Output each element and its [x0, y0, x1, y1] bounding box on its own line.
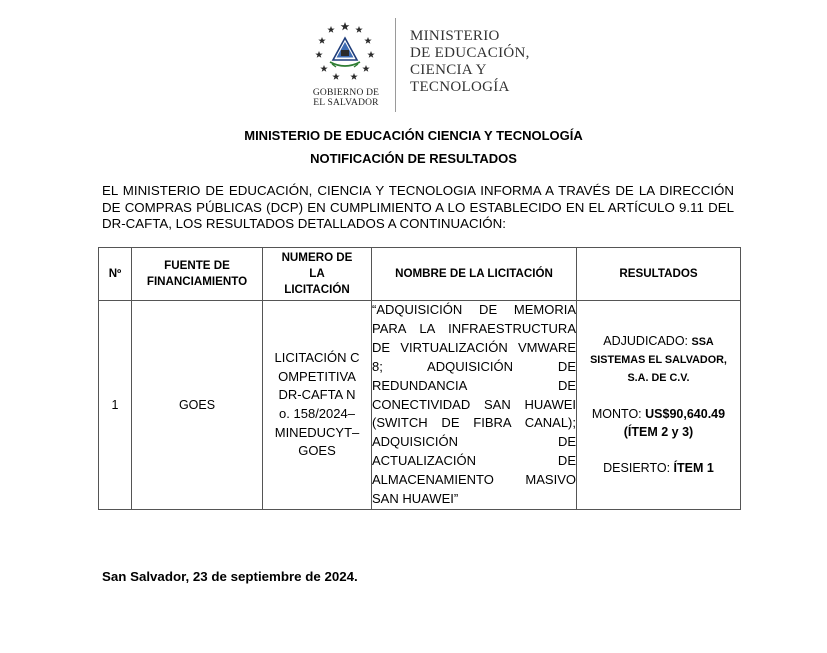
ministry-line: CIENCIA Y — [410, 62, 487, 78]
amount-label: MONTO: — [591, 407, 642, 422]
gov-line-2: EL SALVADOR — [313, 98, 379, 108]
awarded-company-line: SSA — [691, 336, 714, 349]
header-funding-line: FINANCIAMIENTO — [146, 275, 248, 288]
header-tender-line: LICITACIÓN — [284, 283, 350, 296]
intro-paragraph: EL MINISTERIO DE EDUCACIÓN, CIENCIA Y TECNOLOGIA INFORMA A TRAVÉS DE LA DIRECCIÓN DE COMPRAS PÚBLICAS (DCP) EN CUMPLIMIENTO A LO ESTABLECIDO EN EL ARTÍCULO 9.11 DEL DR-CAFTA, LOS RESULTADOS DETALLADOS A CONTINUACIÓN: — [102, 183, 734, 231]
header-tender-line: LA — [309, 267, 325, 280]
row-tender-name-cell — [372, 301, 577, 510]
el-salvador-seal-icon — [314, 20, 376, 82]
header-results — [577, 248, 741, 301]
ministry-line: MINISTERIO — [410, 28, 500, 44]
header-results-label: RESULTADOS — [619, 267, 698, 280]
header-divider — [395, 18, 396, 112]
ministry-name — [410, 28, 530, 96]
row-funding-source: GOES — [132, 301, 263, 510]
header-tender-name — [372, 248, 577, 301]
gov-line-1: GOBIERNO DE — [312, 88, 380, 98]
government-label — [306, 88, 386, 108]
place-and-date: San Salvador, 23 de septiembre de 2024. — [102, 569, 358, 584]
row-tender-number-cell — [263, 301, 372, 510]
row-tender-name: “ADQUISICIÓN DE MEMORIA PARA LA INFRAESTRUCTURA DE VIRTUALIZACIÓN VMWARE 8; ADQUISICIÓN DE REDUNDANCIA DE CONECTIVIDAD SAN HUAWEI (SWITCH DE FIBRA CANAL); ADQUISICIÓN DE ACTUALIZACIÓN DE ALMACENAMIENTO MASIVO SAN HUAWEI” — [372, 302, 576, 507]
document-subtitle: NOTIFICACIÓN DE RESULTADOS — [310, 151, 517, 166]
document-title: MINISTERIO DE EDUCACIÓN CIENCIA Y TECNOLOGÍA — [244, 128, 583, 143]
results-table — [98, 247, 741, 510]
void-label: DESIERTO: — [603, 461, 671, 476]
header-funding-source — [132, 248, 263, 301]
spacer — [577, 441, 740, 459]
void-value: ÍTEM 1 — [673, 461, 714, 476]
header-tender-number — [263, 248, 372, 301]
row-number: 1 — [99, 301, 132, 510]
amount-block — [577, 405, 740, 423]
header-funding-line: FUENTE DE — [164, 259, 230, 272]
awarded-company-line: SISTEMAS EL SALVADOR, — [590, 354, 727, 367]
header-tender-line: NUMERO DE — [281, 251, 353, 264]
awarded-label: ADJUDICADO: — [603, 334, 689, 349]
table-row — [99, 301, 741, 510]
amount-value: US$90,640.49 — [645, 407, 726, 422]
table-header-row — [99, 248, 741, 301]
awarded-company-line: S.A. DE C.V. — [627, 372, 690, 385]
ministry-line: DE EDUCACIÓN, — [410, 45, 530, 61]
awarded-block — [577, 332, 740, 351]
row-results — [577, 301, 741, 510]
amount-items: (ÍTEM 2 y 3) — [623, 425, 694, 440]
header-tender-name-label: NOMBRE DE LA LICITACIÓN — [395, 267, 553, 280]
ministry-logo-header — [306, 14, 566, 114]
spacer — [577, 387, 740, 405]
ministry-line: TECNOLOGÍA — [410, 79, 510, 95]
header-number — [99, 248, 132, 301]
void-block — [577, 459, 740, 477]
row-tender-number: LICITACIÓN COMPETITIVA DR-CAFTA No. 158/2024–MINEDUCYT–GOES — [274, 350, 360, 459]
header-number-label: Nº — [108, 267, 122, 280]
